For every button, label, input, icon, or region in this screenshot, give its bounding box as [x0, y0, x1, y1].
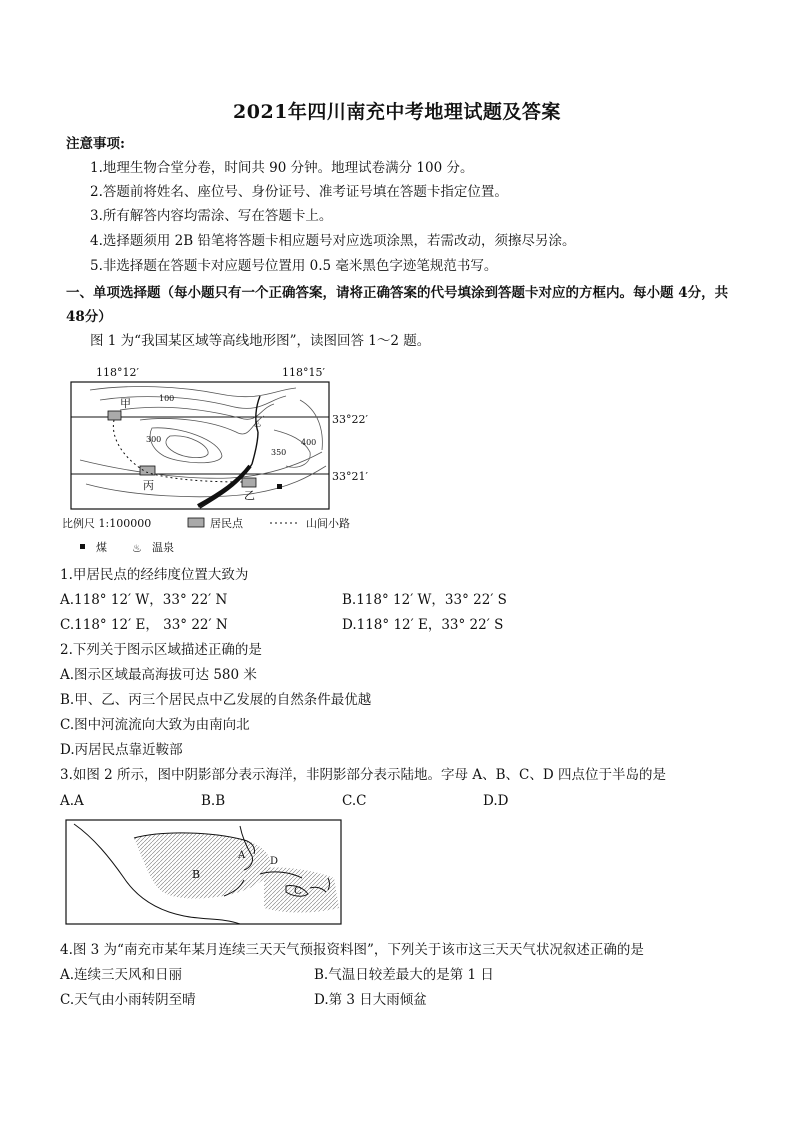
question-4-option-a: A.连续三天风和日丽 [60, 967, 183, 983]
question-4-option-d: D.第 3 日大雨倾盆 [314, 992, 427, 1008]
longitude-label-right: 118°15′ [282, 366, 325, 379]
legend-settlement: 居民点 [210, 517, 243, 530]
hot-spring-icon: ♨ [253, 419, 262, 430]
notice-item: 2.答题前将姓名、座位号、身份证号、准考证号填在答题卡指定位置。 [90, 184, 508, 200]
legend-hot-spring-icon: ♨ [132, 542, 142, 555]
settlement-jia-marker [108, 411, 121, 420]
question-1-option-b: B.118° 12′ W，33° 22′ S [342, 592, 507, 608]
question-1-option-d: D.118° 12′ E，33° 22′ S [342, 617, 504, 633]
place-label-bing: 丙 [143, 479, 154, 492]
contour-map [60, 360, 390, 558]
question-3-stem: 3.如图 2 所示，图中阴影部分表示海洋，非阴影部分表示陆地。字母 A、B、C、D 四点位于半岛的是 [60, 767, 666, 783]
contour-label: 350 [271, 448, 287, 457]
question-2-option-c: C.图中河流流向大致为由南向北 [60, 717, 250, 733]
contour-label: 400 [301, 438, 317, 447]
notice-item: 1.地理生物合堂分卷，时间共 90 分钟。地理试卷满分 100 分。 [90, 160, 474, 176]
question-3-option-d: D.D [483, 793, 509, 809]
contour-label: 100 [159, 394, 175, 403]
legend-hot-spring: 温泉 [152, 541, 174, 554]
question-2-option-a: A.图示区域最高海拔可达 580 米 [60, 667, 257, 683]
question-1-stem: 1.甲居民点的经纬度位置大致为 [60, 567, 249, 583]
legend-settlement-icon [188, 518, 204, 527]
place-label-jia: 甲 [120, 397, 131, 410]
map-label-a: A [238, 850, 246, 861]
map-label-d: D [270, 856, 279, 867]
question-4-option-b: B.气温日较差最大的是第 1 日 [314, 967, 494, 983]
question-4-option-c: C.天气由小雨转阴至晴 [60, 992, 196, 1008]
legend-scale: 比例尺 1:100000 [62, 517, 152, 530]
region-map [64, 818, 344, 928]
question-3-option-a: A.A [60, 793, 84, 809]
question-4-stem: 4.图 3 为“南充市某年某月连续三天天气预报资料图”，下列关于该市这三天天气状况叙述正确的是 [60, 942, 644, 958]
coal-icon [277, 484, 282, 489]
question-2-option-b: B.甲、乙、丙三个居民点中乙发展的自然条件最优越 [60, 692, 372, 708]
notice-heading: 注意事项: [66, 136, 125, 152]
notice-item: 4.选择题须用 2B 铅笔将答题卡相应题号对应选项涂黑，若需改动，须擦尽另涂。 [90, 233, 576, 249]
question-1-option-a: A.118° 12′ W，33° 22′ N [60, 592, 228, 608]
place-label-yi: 乙 [244, 489, 255, 502]
figure1-intro: 图 1 为“我国某区域等高线地形图”，读图回答 1～2 题。 [90, 333, 431, 349]
notice-item: 3.所有解答内容均需涂、写在答题卡上。 [90, 208, 333, 224]
settlement-yi-marker [242, 478, 256, 487]
notice-item: 5.非选择题在答题卡对应题号位置用 0.5 毫米黑色字迹笔规范书写。 [90, 258, 498, 274]
longitude-label-left: 118°12′ [96, 366, 139, 379]
map-label-b: B [192, 868, 201, 881]
question-3-option-c: C.C [342, 793, 367, 809]
page-title: 2021年四川南充中考地理试题及答案 [233, 101, 561, 123]
question-3-option-b: B.B [201, 793, 226, 809]
question-2-option-d: D.丙居民点靠近鞍部 [60, 742, 183, 758]
legend-path: 山间小路 [306, 517, 350, 530]
question-2-stem: 2.下列关于图示区域描述正确的是 [60, 642, 262, 658]
map-label-c: C [294, 886, 302, 897]
latitude-label-top: 33°22′ [332, 413, 368, 426]
section-heading: 一、单项选择题（每小题只有一个正确答案，请将正确答案的代号填涂到答题卡对应的方框内。每小题 4分，共 48分） [66, 285, 729, 325]
latitude-label-bottom: 33°21′ [332, 470, 368, 483]
legend-coal: 煤 [96, 541, 107, 554]
contour-label: 300 [146, 435, 162, 444]
question-1-option-c: C.118° 12′ E， 33° 22′ N [60, 617, 228, 633]
legend-coal-icon [80, 544, 85, 549]
region-map-figure [64, 818, 344, 928]
contour-map-figure [60, 360, 390, 558]
